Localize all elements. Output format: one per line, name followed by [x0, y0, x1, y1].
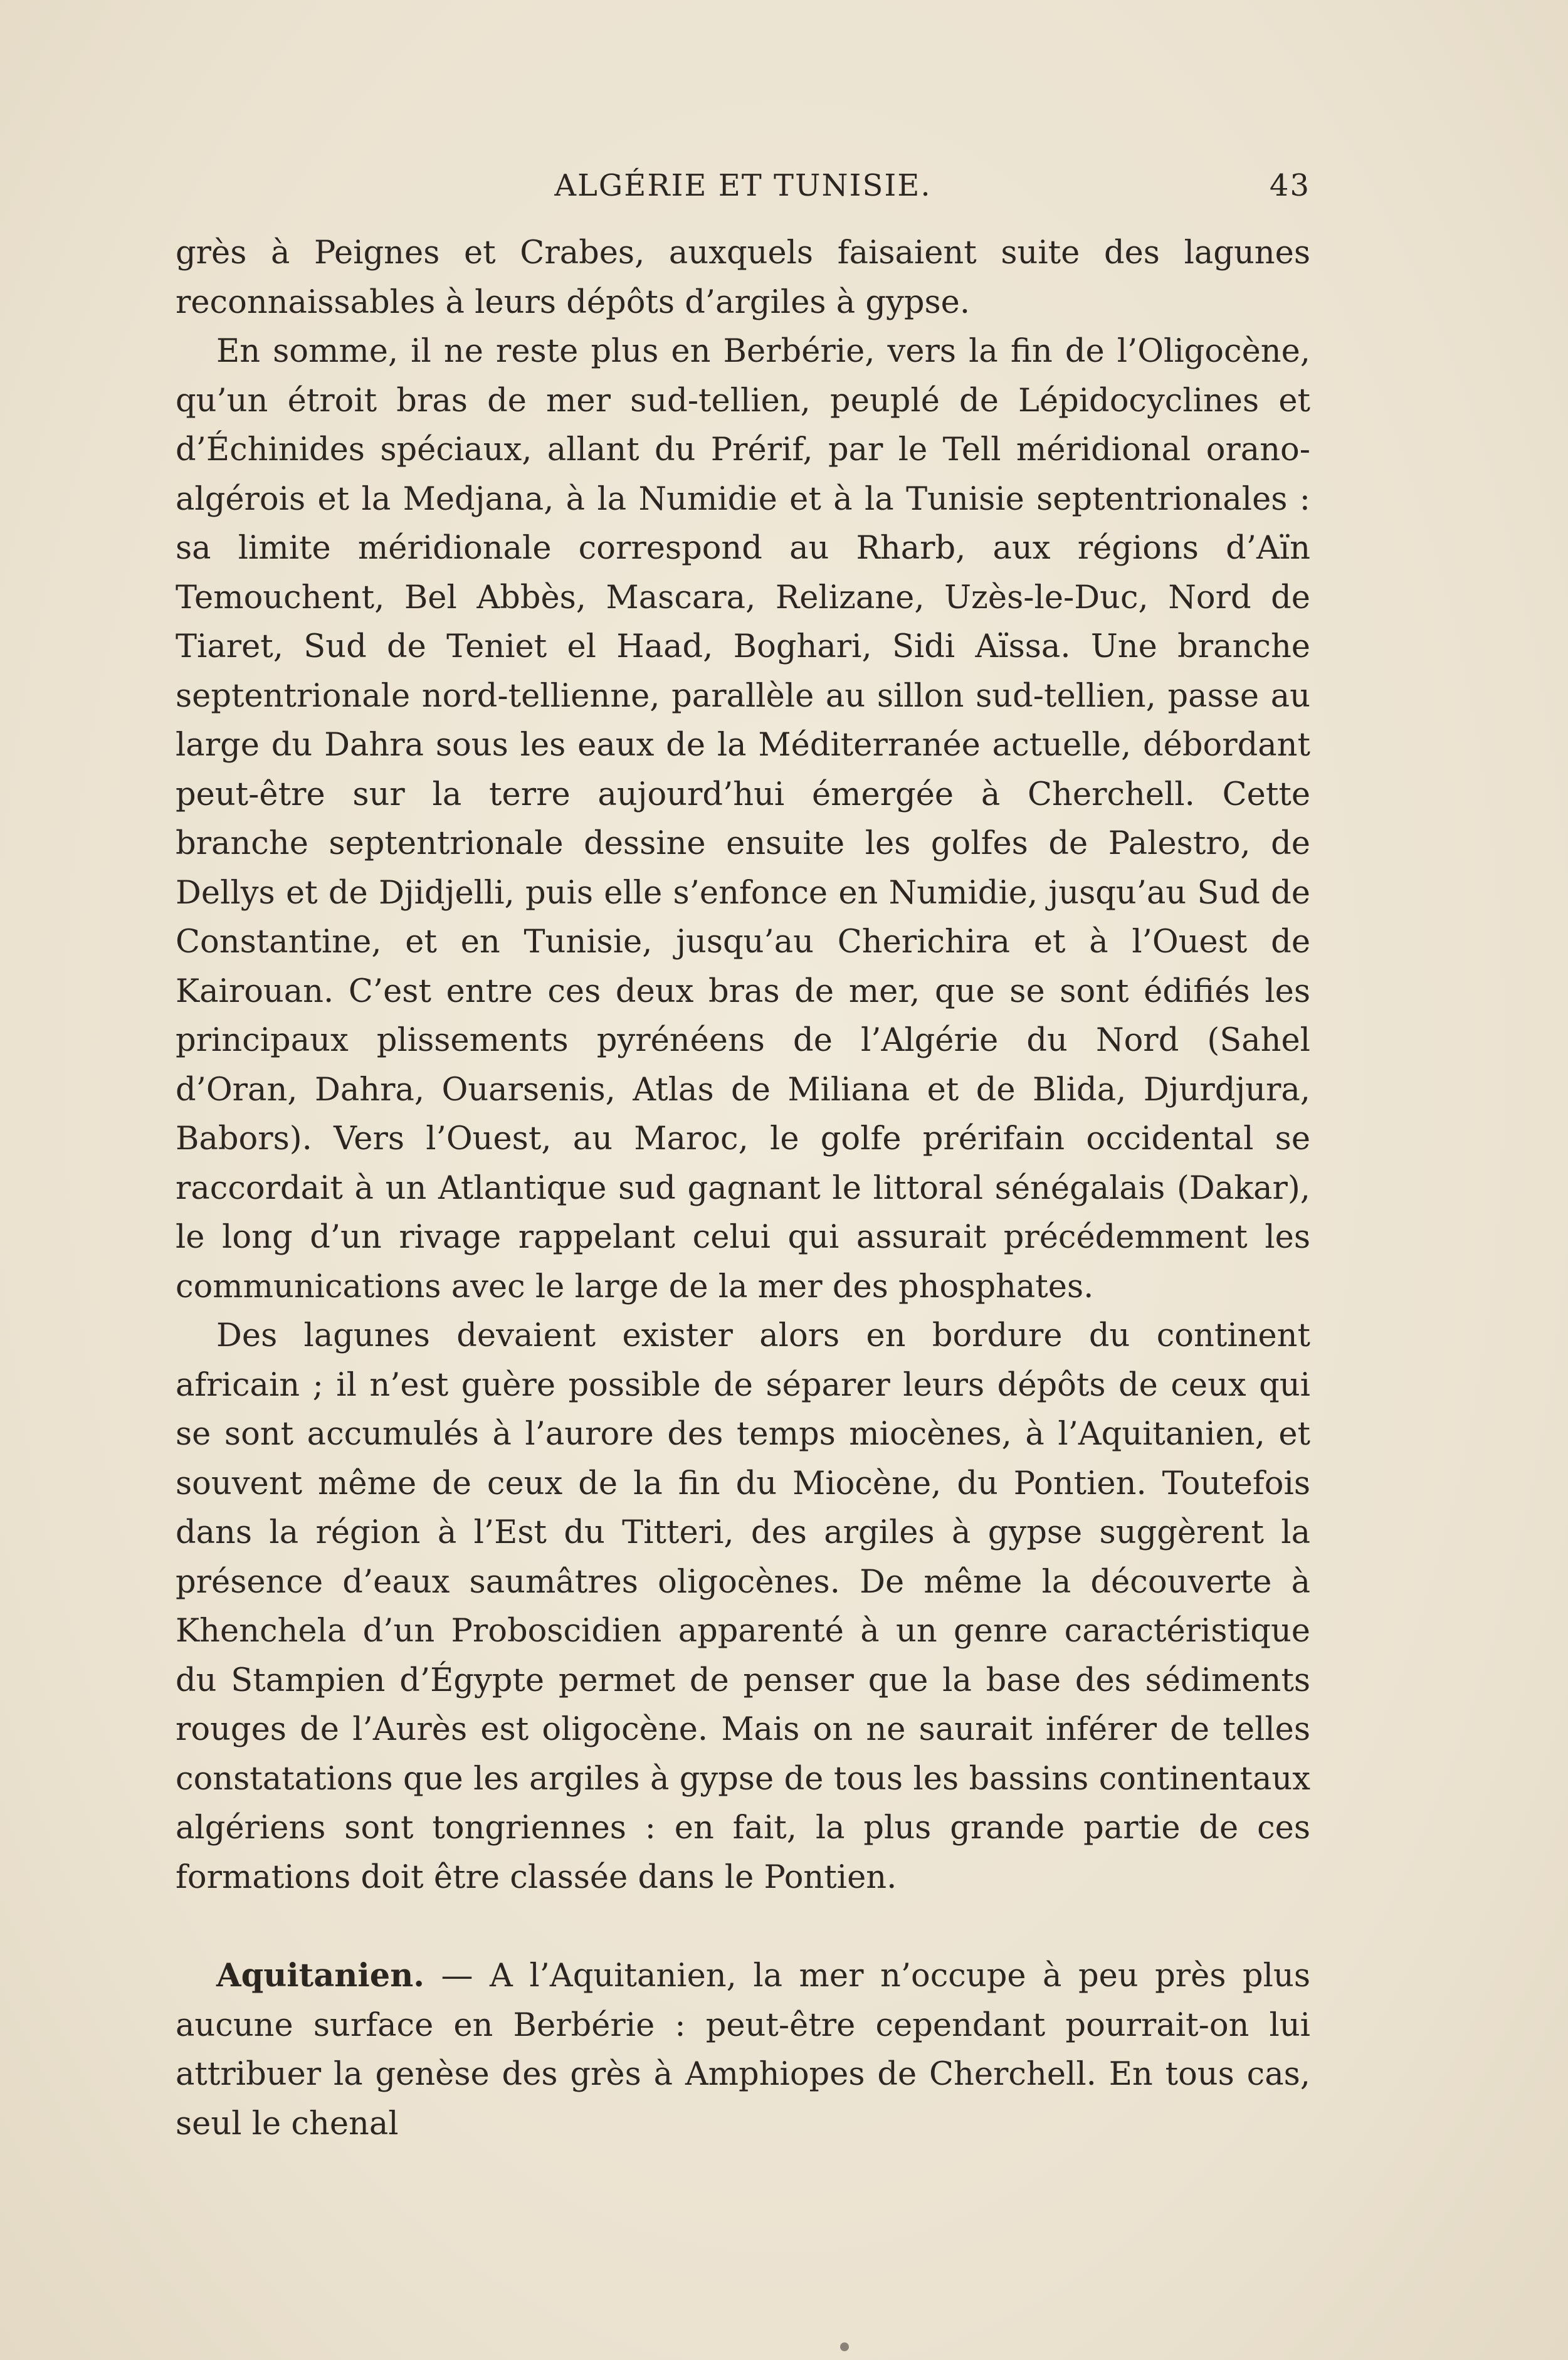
running-title: ALGÉRIE ET TUNISIE.: [554, 168, 932, 203]
section-heading: Aquitanien.: [216, 1957, 425, 1994]
section-aquitanien: [176, 1951, 1310, 2149]
section-text: — A l’Aquitanien, la mer n’occupe à peu près plus aucune surface en Berbérie : peut-être cependant pourrait-on lui attribuer la genèse des grès à Amphiopes de Cherchell. En tous cas, seul le chenal: [176, 1957, 1310, 2142]
body-text: [176, 229, 1310, 2149]
running-header: [176, 168, 1310, 206]
paragraph-oligocene-sea: En somme, il ne reste plus en Berbérie, vers la fin de l’Oligocène, qu’un étroit bras de mer sud-tellien, peuplé de Lépidocyclines et d’Échinides spéciaux, allant du Prérif, par le Tell méridional orano-algérois et la Medjana, à la Numidie et à la Tunisie septentrionales : sa limite méridionale correspond au Rharb, aux régions d’Aïn Temouchent, Bel Abbès, Mascara, Relizane, Uzès-le-Duc, Nord de Tiaret, Sud de Teniet el Haad, Boghari, Sidi Aïssa. Une branche septentrionale nord-tellienne, parallèle au sillon sud-tellien, passe au large du Dahra sous les eaux de la Méditerranée actuelle, débordant peut-être sur la terre aujourd’hui émergée à Cherchell. Cette branche septentrionale dessine ensuite les golfes de Palestro, de Dellys et de Djidjelli, puis elle s’enfonce en Numidie, jusqu’au Sud de Constantine, et en Tunisie, jusqu’au Cherichira et à l’Ouest de Kairouan. C’est entre ces deux bras de mer, que se sont édifiés les principaux plissements pyrénéens de l’Algérie du Nord (Sahel d’Oran, Dahra, Ouarsenis, Atlas de Miliana et de Blida, Djurdjura, Babors). Vers l’Ouest, au Maroc, le golfe prérifain occidental se raccordait à un Atlantique sud gagnant le littoral sénégalais (Dakar), le long d’un rivage rappelant celui qui assurait précédemment les communications avec le large de la mer des phosphates.: [176, 333, 1310, 1305]
paragraph-lagunes: Des lagunes devaient exister alors en bordure du continent africain ; il n’est guère possible de séparer leurs dépôts de ceux qui se sont accumulés à l’aurore des temps miocènes, à l’Aquitanien, et souvent même de ceux de la fin du Miocène, du Pontien. Toutefois dans la région à l’Est du Titteri, des argiles à gypse suggèrent la présence d’eaux saumâtres oligocènes. De même la découverte à Khenchela d’un Proboscidien apparenté à un genre caractéristique du Stampien d’Égypte permet de penser que la base des sédiments rouges de l’Aurès est oligocène. Mais on ne saurait inférer de telles constatations que les argiles à gypse de tous les bassins continentaux algériens sont tongriennes : en fait, la plus grande partie de ces formations doit être classée dans le Pontien.: [176, 1317, 1310, 1896]
printer-mark-dot: [840, 2342, 849, 2351]
page-number: 43: [1269, 168, 1310, 203]
paragraph-continued: grès à Peignes et Crabes, auxquels faisaient suite des lagunes reconnaissables à leurs dépôts d’argiles à gypse.: [176, 234, 1310, 321]
